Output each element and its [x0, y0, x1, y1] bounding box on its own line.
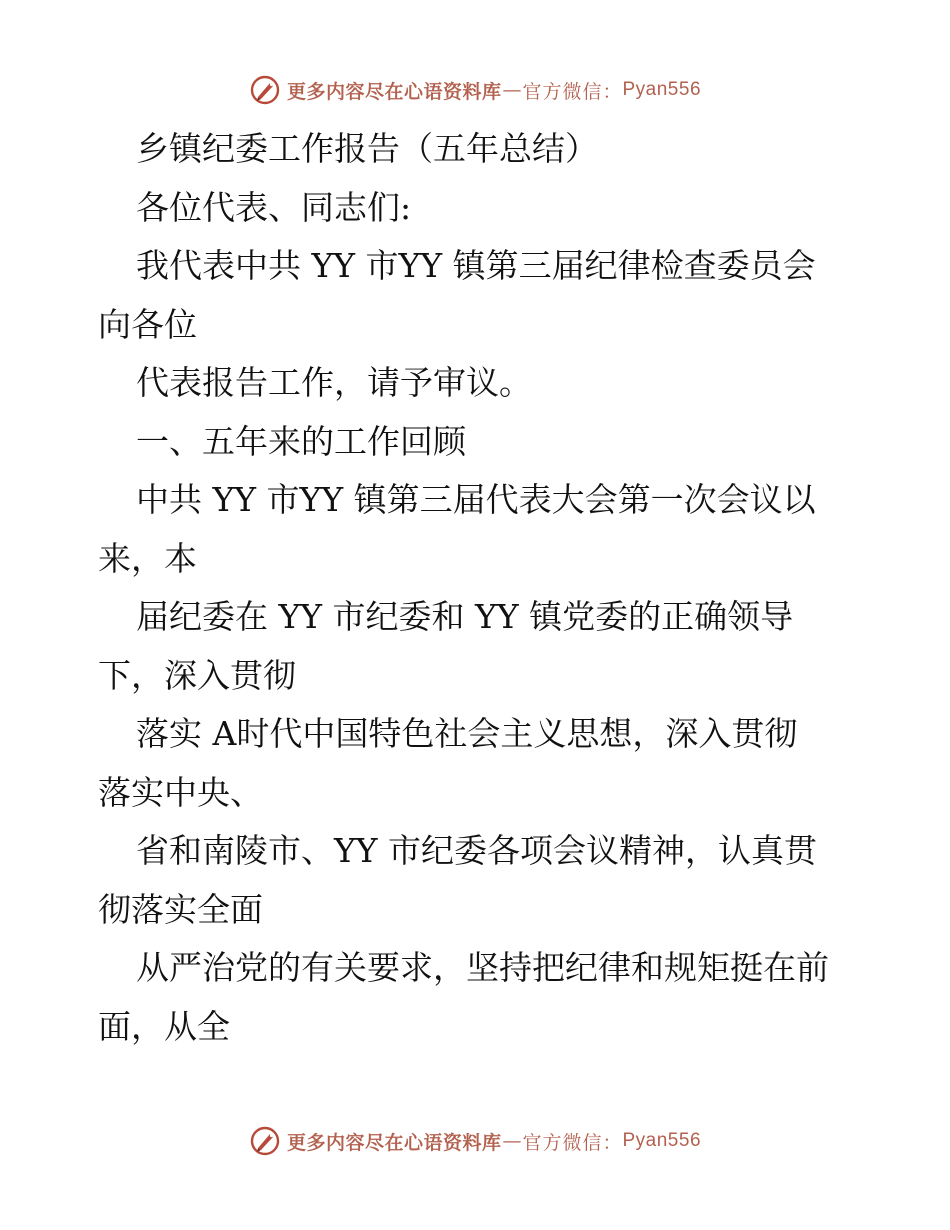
text-line: 来，本 — [98, 538, 197, 578]
text-line: 我代表中共 YY 市YY 镇第三届纪律检查委员会 — [136, 246, 816, 285]
banner-separator: — — [502, 79, 522, 101]
header-watermark-banner — [0, 70, 950, 110]
banner-wechat-label: 官方微信： — [522, 1131, 623, 1154]
text-line: 从严治党的有关要求，坚持把纪律和规矩挺在前 — [136, 948, 829, 987]
banner-wechat-label: 官方微信： — [522, 80, 623, 103]
footer-watermark-banner — [0, 1121, 950, 1161]
text-line: 中共 YY 市YY 镇第三届代表大会第一次会议以 — [136, 480, 816, 519]
report-title: 乡镇纪委工作报告（五年总结） — [136, 129, 598, 168]
banner-separator: — — [502, 1130, 522, 1152]
text-line: 代表报告工作，请予审议。 — [136, 363, 532, 402]
pen-logo-icon — [249, 1125, 281, 1157]
text-line: 届纪委在 YY 市纪委和 YY 镇党委的正确领导 — [136, 597, 794, 636]
text-line: 向各位 — [98, 304, 197, 344]
text-line: 下，深入贯彻 — [98, 655, 296, 695]
banner-main-text: 更多内容尽在心语资料库 — [286, 1131, 502, 1154]
pen-logo-icon — [249, 74, 281, 106]
banner-wechat-id: Pyan556 — [622, 1130, 702, 1151]
text-line: 省和南陵市、YY 市纪委各项会议精神，认真贯 — [136, 831, 818, 870]
report-body — [98, 120, 858, 1056]
text-line: 彻落实全面 — [98, 889, 263, 929]
banner-wechat-id: Pyan556 — [622, 79, 702, 100]
section-heading: 一、五年来的工作回顾 — [136, 421, 466, 461]
text-line: 落实 A时代中国特色社会主义思想，深入贯彻 — [136, 714, 798, 753]
text-line: 面，从全 — [98, 1006, 230, 1046]
banner-main-text: 更多内容尽在心语资料库 — [286, 80, 502, 103]
text-line: 各位代表、同志们: — [136, 187, 412, 227]
text-line: 落实中央、 — [98, 772, 263, 812]
